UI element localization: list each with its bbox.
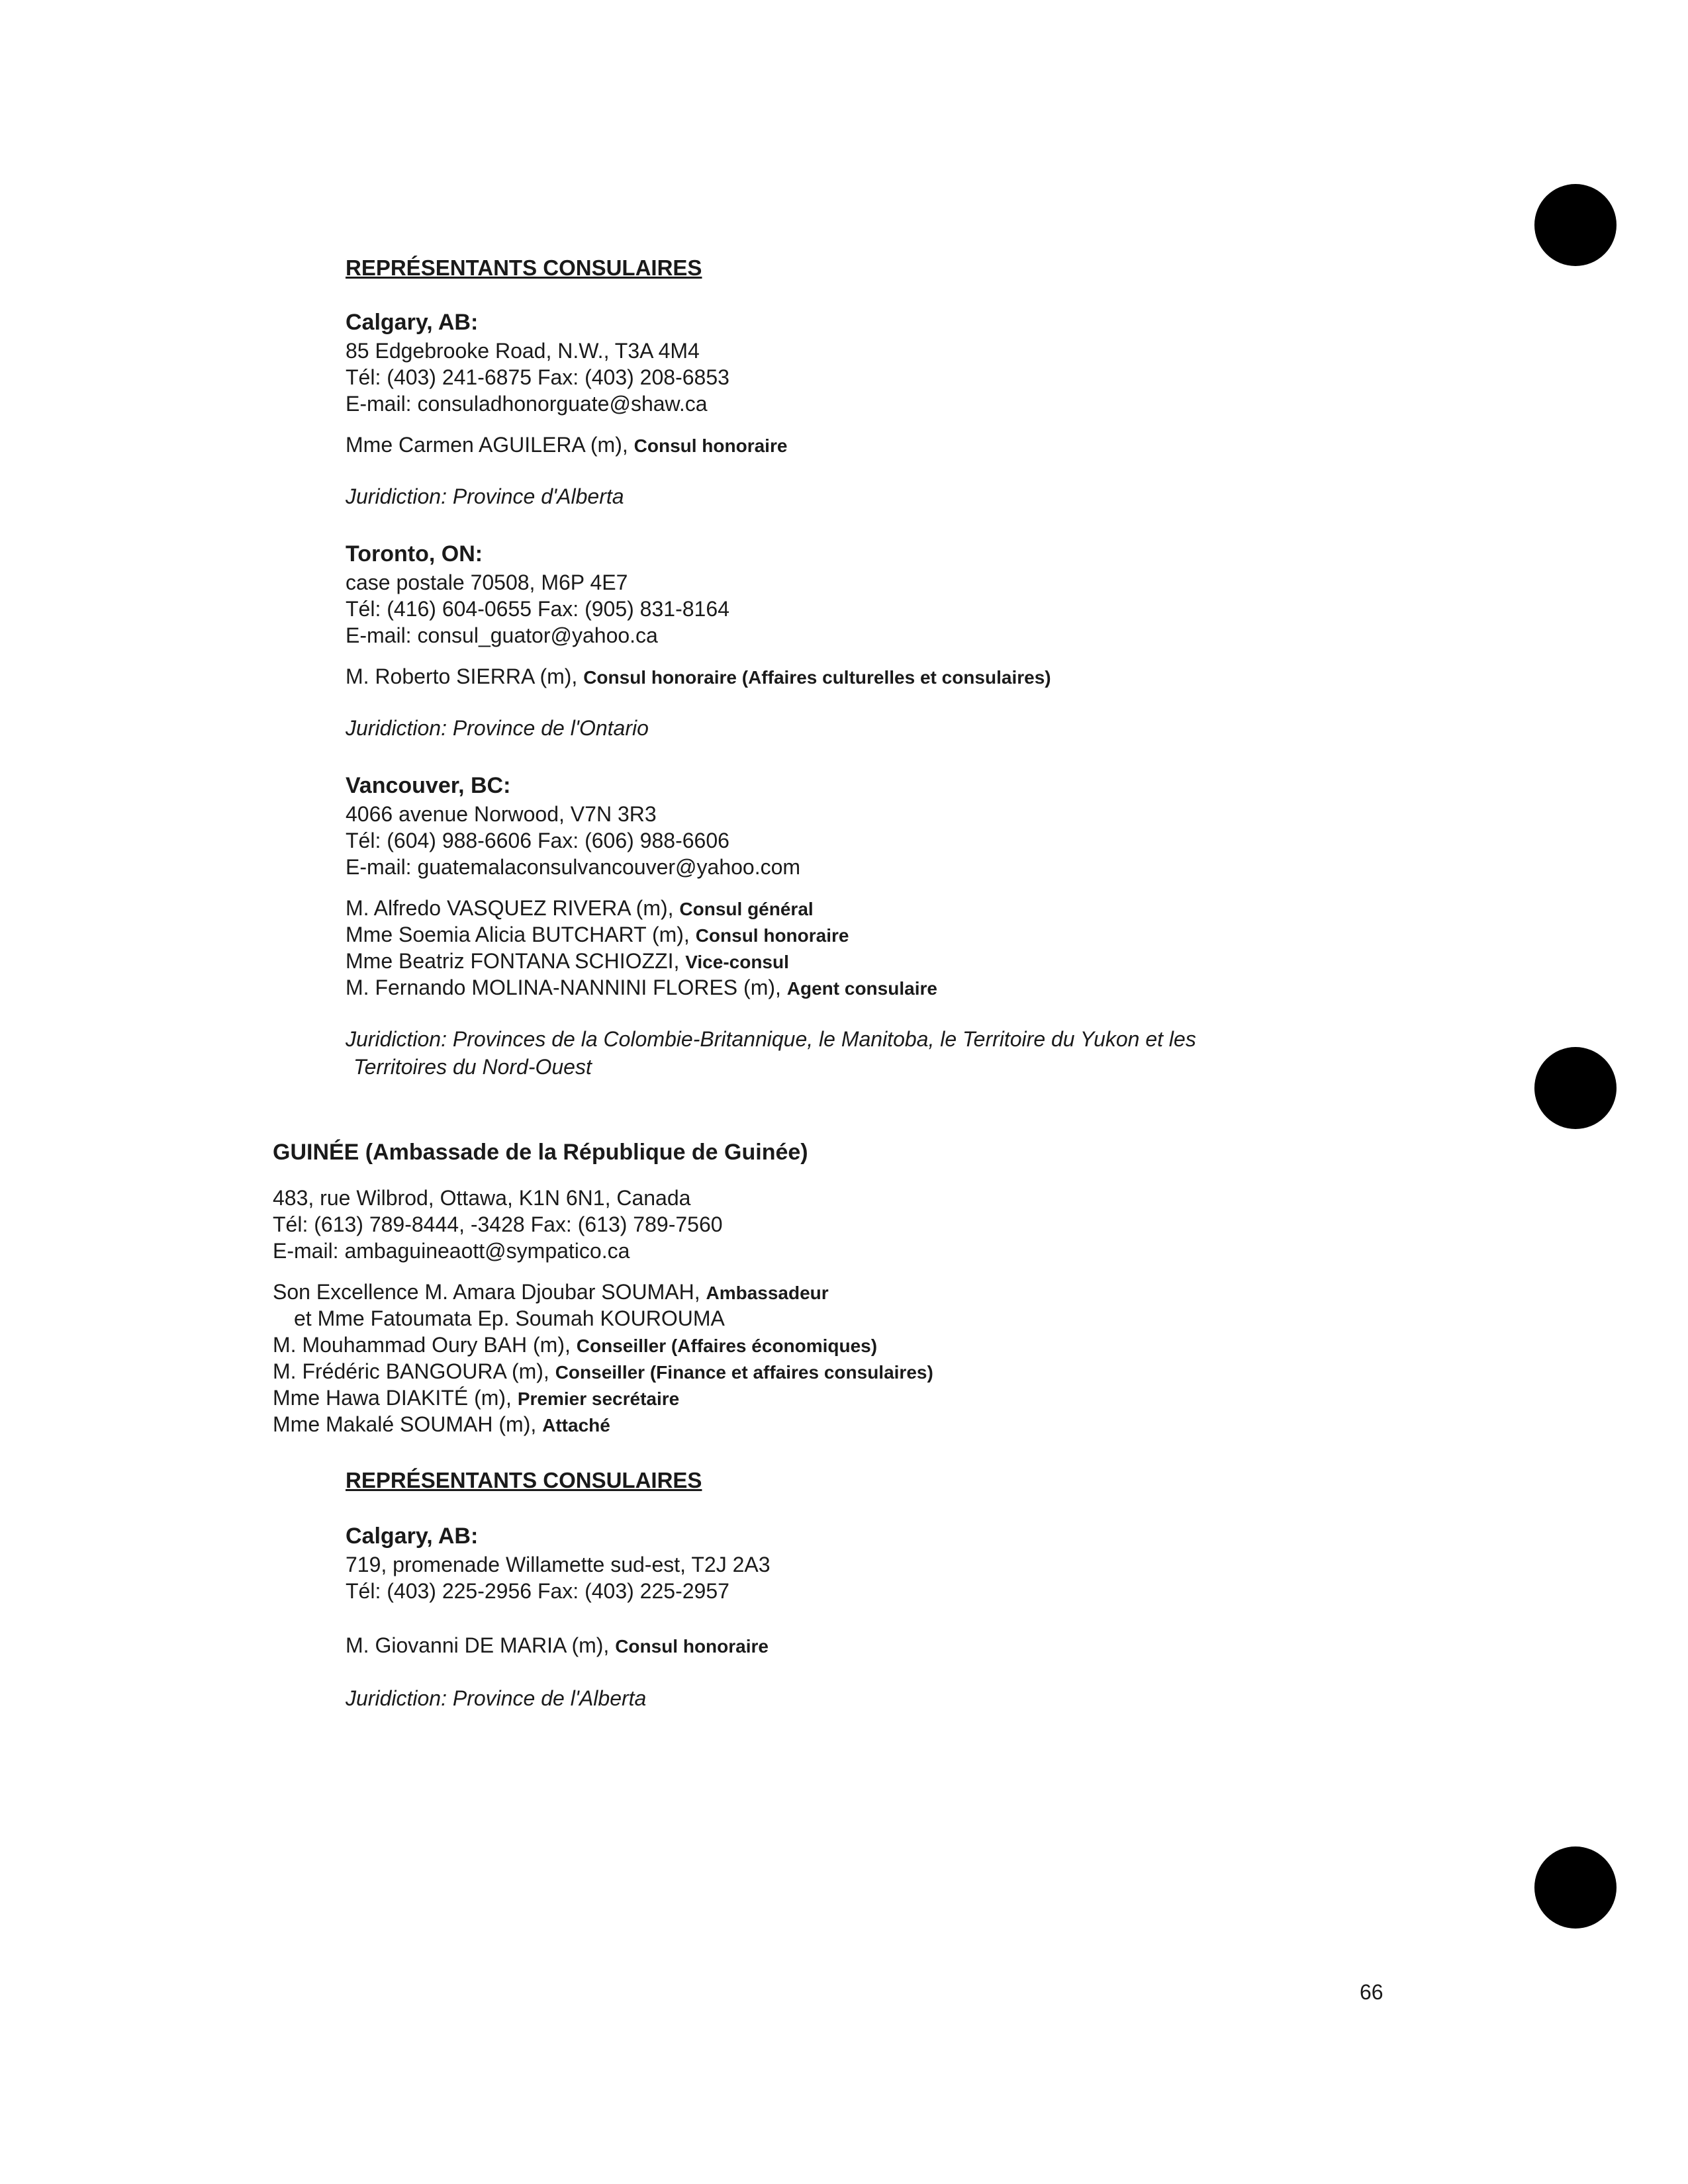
person-title: Consul général xyxy=(679,899,814,919)
person-name: Mme Hawa DIAKITÉ (m), xyxy=(273,1386,512,1410)
person-title: Vice-consul xyxy=(685,952,789,972)
embassy-email: E-mail: ambaguineaott@sympatico.ca xyxy=(273,1239,630,1263)
person-name: Mme Makalé SOUMAH (m), xyxy=(273,1412,537,1436)
embassy-address: 483, rue Wilbrod, Ottawa, K1N 6N1, Canada xyxy=(273,1186,691,1210)
person-title: Consul honoraire xyxy=(695,925,849,946)
person-line xyxy=(346,923,849,947)
toronto-jurisdiction: Juridiction: Province de l'Ontario xyxy=(346,716,649,740)
punch-hole-top xyxy=(1534,184,1617,266)
person-title: Attaché xyxy=(542,1415,610,1435)
person-title: Conseiller (Finance et affaires consulaires) xyxy=(555,1362,933,1383)
guinee-calgary-city: Calgary, AB: xyxy=(346,1524,479,1549)
toronto-email: E-mail: consul_guator@yahoo.ca xyxy=(346,623,658,647)
person-line xyxy=(273,1412,610,1437)
person-line xyxy=(346,949,789,974)
vancouver-city: Vancouver, BC: xyxy=(346,773,511,798)
person-title: Consul honoraire xyxy=(615,1636,769,1657)
person-name: M. Giovanni DE MARIA (m), xyxy=(346,1633,610,1657)
person-name: et Mme Fatoumata Ep. Soumah KOUROUMA xyxy=(294,1306,725,1330)
person-line xyxy=(346,1633,769,1658)
vancouver-jurisdiction-line1: Juridiction: Provinces de la Colombie-Britannique, le Manitoba, le Territoire du Yukon et les xyxy=(346,1027,1196,1051)
person-line xyxy=(346,896,814,921)
person-title: Premier secrétaire xyxy=(517,1388,680,1409)
consular-heading: REPRÉSENTANTS CONSULAIRES xyxy=(346,1468,702,1492)
guinee-calgary-tel: Tél: (403) 225-2956 Fax: (403) 225-2957 xyxy=(346,1579,729,1603)
person-title: Consul honoraire (Affaires culturelles et consulaires) xyxy=(583,667,1051,688)
page-number: 66 xyxy=(1360,1980,1383,2004)
person-name: Mme Soemia Alicia BUTCHART (m), xyxy=(346,923,690,946)
calgary-jurisdiction: Juridiction: Province d'Alberta xyxy=(346,484,624,508)
person-line xyxy=(273,1280,829,1304)
punch-hole-middle xyxy=(1534,1047,1617,1129)
toronto-address: case postale 70508, M6P 4E7 xyxy=(346,570,628,594)
punch-hole-bottom xyxy=(1534,1846,1617,1929)
person-line xyxy=(346,433,787,457)
vancouver-tel: Tél: (604) 988-6606 Fax: (606) 988-6606 xyxy=(346,829,729,852)
person-name: M. Mouhammad Oury BAH (m), xyxy=(273,1333,571,1357)
consular-heading: REPRÉSENTANTS CONSULAIRES xyxy=(346,255,702,280)
guinee-calgary-jurisdiction: Juridiction: Province de l'Alberta xyxy=(346,1686,647,1710)
toronto-tel: Tél: (416) 604-0655 Fax: (905) 831-8164 xyxy=(346,597,729,621)
person-name: M. Alfredo VASQUEZ RIVERA (m), xyxy=(346,896,674,920)
calgary-city: Calgary, AB: xyxy=(346,310,479,335)
vancouver-jurisdiction-line2: Territoires du Nord-Ouest xyxy=(353,1055,592,1079)
person-name: M. Fernando MOLINA-NANNINI FLORES (m), xyxy=(346,976,781,999)
calgary-address: 85 Edgebrooke Road, N.W., T3A 4M4 xyxy=(346,339,700,363)
person-line xyxy=(273,1386,679,1410)
person-name: Mme Beatriz FONTANA SCHIOZZI, xyxy=(346,949,680,973)
person-title: Ambassadeur xyxy=(706,1283,829,1303)
person-line xyxy=(346,664,1051,689)
country-heading: GUINÉE (Ambassade de la République de Guinée) xyxy=(273,1140,808,1165)
guinee-calgary-address: 719, promenade Willamette sud-est, T2J 2A3 xyxy=(346,1553,771,1576)
person-title: Conseiller (Affaires économiques) xyxy=(576,1336,878,1356)
person-title: Agent consulaire xyxy=(786,978,937,999)
person-name: M. Roberto SIERRA (m), xyxy=(346,664,578,688)
calgary-email: E-mail: consuladhonorguate@shaw.ca xyxy=(346,392,708,416)
person-line xyxy=(294,1306,725,1331)
toronto-city: Toronto, ON: xyxy=(346,541,483,567)
person-name: M. Frédéric BANGOURA (m), xyxy=(273,1359,549,1383)
calgary-tel: Tél: (403) 241-6875 Fax: (403) 208-6853 xyxy=(346,365,729,389)
vancouver-address: 4066 avenue Norwood, V7N 3R3 xyxy=(346,802,657,826)
vancouver-email: E-mail: guatemalaconsulvancouver@yahoo.com xyxy=(346,855,801,879)
person-title: Consul honoraire xyxy=(633,435,788,456)
person-line xyxy=(273,1333,877,1357)
person-line xyxy=(346,976,937,1000)
embassy-tel: Tél: (613) 789-8444, -3428 Fax: (613) 789-7560 xyxy=(273,1212,723,1236)
person-name: Mme Carmen AGUILERA (m), xyxy=(346,433,628,457)
person-line xyxy=(273,1359,933,1384)
person-name: Son Excellence M. Amara Djoubar SOUMAH, xyxy=(273,1280,700,1304)
